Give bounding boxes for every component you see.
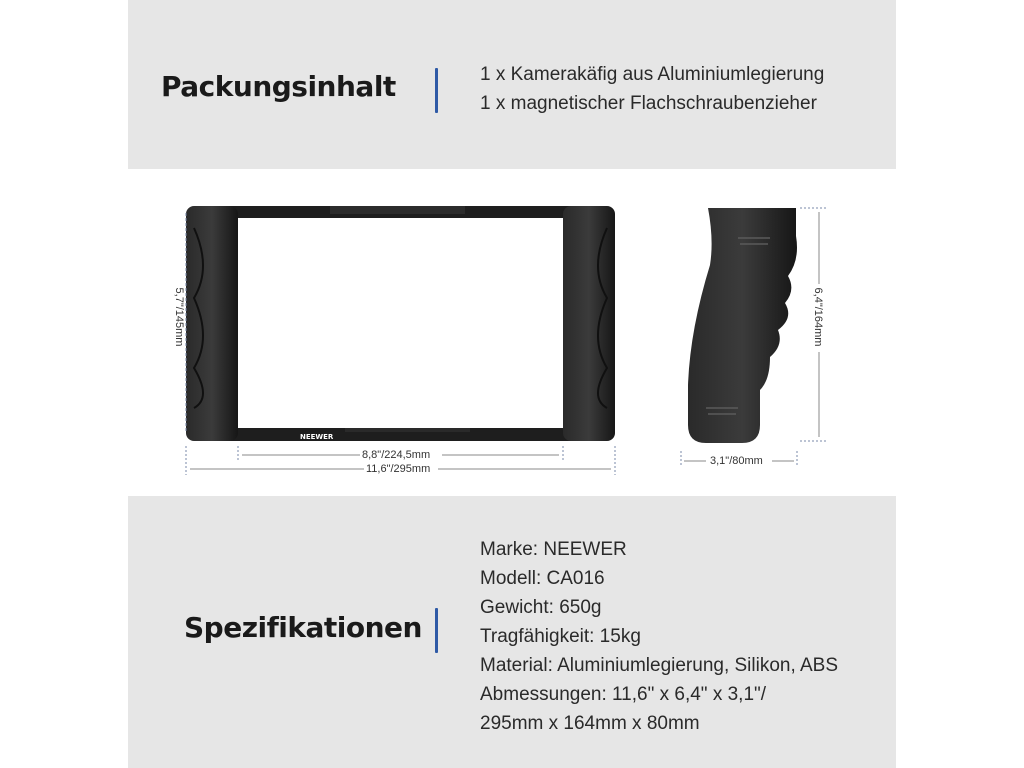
- left-handle: [186, 206, 238, 441]
- spec-line: Tragfähigkeit: 15kg: [480, 626, 641, 647]
- spec-line: Abmessungen: 11,6" x 6,4" x 3,1"/: [480, 684, 767, 705]
- pistol-grip: [688, 208, 797, 443]
- grip-width-label: 3,1"/80mm: [710, 455, 763, 467]
- spec-line: Modell: CA016: [480, 568, 605, 589]
- spec-line: Marke: NEEWER: [480, 539, 627, 560]
- outer-width-label: 11,6"/295mm: [366, 463, 431, 475]
- package-item: 1 x magnetischer Flachschraubenzieher: [480, 93, 817, 114]
- package-item: 1 x Kamerakäfig aus Aluminiumlegierung: [480, 64, 825, 85]
- cage-logo: NEEWER: [300, 433, 334, 441]
- grip-height-label: 6,4"/164mm: [812, 287, 824, 347]
- cage-height-label: 5,7"/145mm: [173, 287, 185, 347]
- package-contents-heading: Packungsinhalt: [161, 70, 396, 103]
- inner-width-label: 8,8"/224,5mm: [362, 449, 431, 461]
- specs-list: [480, 535, 838, 738]
- spec-line: 295mm x 164mm x 80mm: [480, 713, 700, 734]
- spec-line: Material: Aluminiumlegierung, Silikon, ABS: [480, 655, 839, 676]
- specifications-heading: Spezifikationen: [184, 611, 422, 644]
- specs-divider: [435, 608, 438, 653]
- right-handle: [563, 206, 615, 441]
- spec-line: Gewicht: 650g: [480, 597, 602, 618]
- camera-cage: [186, 206, 615, 441]
